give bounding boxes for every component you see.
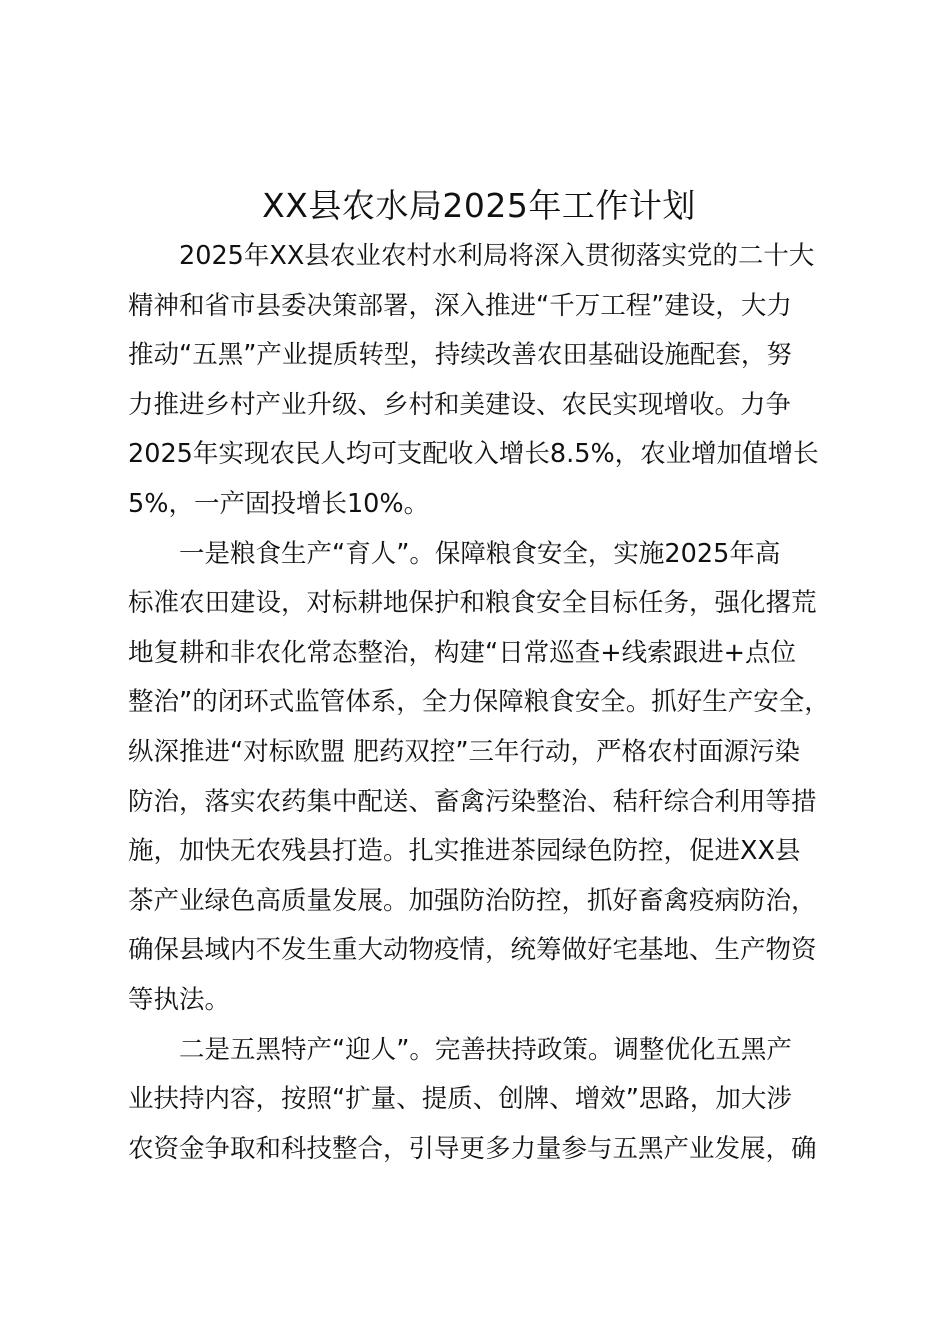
text-line: 2025年实现农民人均可支配收入增长8.5%，农业增加值增长: [128, 439, 819, 470]
text-line: 纵深推进“对标欧盟 肥药双控”三年行动，严格农村面源污染: [128, 736, 801, 767]
text-line: 二是五黑特产“迎人”。完善扶持政策。调整优化五黑产: [179, 1034, 792, 1065]
paragraph-grain-production: [128, 530, 830, 1026]
text-line: 2025年XX县农业农村水利局将深入贯彻落实党的二十大: [179, 241, 815, 271]
paragraph-intro: [128, 232, 830, 530]
text-line: 一是粮食生产“育人”。保障粮食安全，实施2025年高: [179, 538, 781, 569]
text-line: 力推进乡村产业升级、乡村和美建设、农民实现增收。力争: [128, 389, 792, 420]
text-line: 业扶持内容，按照“扩量、提质、创牌、增效”思路，加大涉: [128, 1084, 792, 1115]
text-line: 地复耕和非农化常态整治，构建“日常巡查+线索跟进+点位: [128, 637, 796, 668]
paragraph-five-black-specialties: [128, 1026, 830, 1175]
document-body: [128, 232, 830, 1174]
text-line: 茶产业绿色高质量发展。加强防治防控，抓好畜禽疫病防治，: [128, 885, 817, 916]
text-line: 农资金争取和科技整合，引导更多力量参与五黑产业发展，确: [128, 1133, 817, 1164]
text-line: 防治，落实农药集中配送、畜禽污染整治、秸秆综合利用等措: [128, 786, 817, 817]
text-line: 施，加快无农残县打造。扎实推进茶园绿色防控，促进XX县: [128, 836, 801, 867]
text-line: 精神和省市县委决策部署，深入推进“千万工程”建设，大力: [128, 290, 792, 321]
text-line: 5%，一产固投增长10%。: [128, 488, 430, 519]
text-line: 等执法。: [128, 984, 231, 1015]
document-title: XX县农水局2025年工作计划: [262, 186, 696, 225]
text-line: 确保县域内不发生重大动物疫情，统筹做好宅基地、生产物资: [128, 935, 817, 966]
text-line: 推动“五黑”产业提质转型，持续改善农田基础设施配套，努: [128, 340, 792, 371]
text-line: 整治”的闭环式监管体系，全力保障粮食安全。抓好生产安全，: [128, 687, 830, 718]
text-line: 标准农田建设，对标耕地保护和粮食安全目标任务，强化撂荒: [128, 588, 817, 619]
